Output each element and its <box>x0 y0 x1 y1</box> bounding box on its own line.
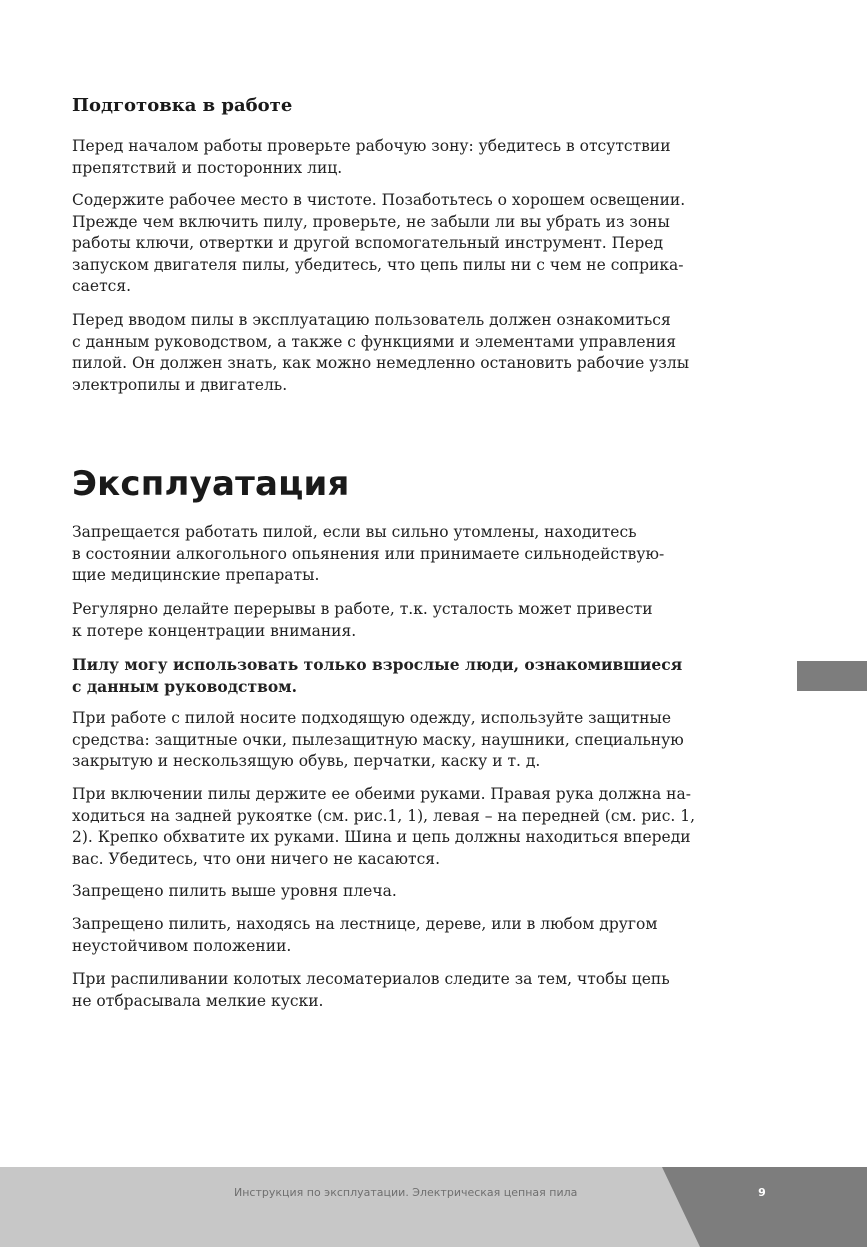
text-line: Перед началом работы проверьте рабочую зону: убедитесь в отсутствии <box>72 137 671 155</box>
ops-paragraph-8 <box>72 969 670 1012</box>
text-line: электропилы и двигатель. <box>72 375 288 394</box>
prep-paragraph-1 <box>72 136 671 179</box>
text-line: не отбрасывала мелкие куски. <box>72 991 324 1010</box>
text-line: Перед вводом пилы в эксплуатацию пользователь должен ознакомиться <box>72 311 671 329</box>
text-line: неустойчивом положении. <box>72 936 292 955</box>
text-line: Прежде чем включить пилу, проверьте, не забыли ли вы убрать из зоны <box>72 212 670 231</box>
text-line: закрытую и нескользящую обувь, перчатки, каску и т. д. <box>72 752 541 771</box>
text-line: 2). Крепко обхватите их руками. Шина и цепь должны находиться впереди <box>72 828 691 847</box>
ops-paragraph-2 <box>72 599 653 642</box>
text-line: Запрещено пилить выше уровня плеча. <box>72 882 397 900</box>
text-line: При включении пилы держите ее обеими руками. Правая рука должна на- <box>72 785 691 803</box>
text-line: При распиливании колотых лесоматериалов следите за тем, чтобы цепь <box>72 970 670 988</box>
ops-paragraph-7 <box>72 914 657 957</box>
ops-paragraph-4 <box>72 708 684 773</box>
text-line: пилой. Он должен знать, как можно немедленно остановить рабочие узлы <box>72 354 690 373</box>
text-line: средства: защитные очки, пылезащитную маску, наушники, специальную <box>72 730 684 749</box>
text-line: запуском двигателя пилы, убедитесь, что цепь пилы ни с чем не соприка- <box>72 255 684 274</box>
text-line: работы ключи, отвертки и другой вспомогательный инструмент. Перед <box>72 234 663 253</box>
text-line: сается. <box>72 277 132 296</box>
prep-paragraph-2 <box>72 190 685 298</box>
text-line: Пилу могу использовать только взрослые люди, ознакомившиеся <box>72 655 683 674</box>
text-line: Запрещено пилить, находясь на лестнице, дереве, или в любом другом <box>72 915 658 933</box>
ops-paragraph-3-bold <box>72 654 682 697</box>
text-line: При работе с пилой носите подходящую одежду, используйте защитные <box>72 709 672 727</box>
text-line: препятствий и посторонних лиц. <box>72 158 343 177</box>
prep-paragraph-3 <box>72 310 689 396</box>
ops-paragraph-1 <box>72 522 664 587</box>
text-line: ходиться на задней рукоятке (см. рис.1, 1), левая – на передней (см. рис. 1, <box>72 806 696 825</box>
section-ops-title: Эксплуатация <box>72 464 350 504</box>
text-line: Содержите рабочее место в чистоте. Позаботьтесь о хорошем освещении. <box>72 191 686 209</box>
page-number: 9 <box>758 1186 766 1199</box>
text-line: Регулярно делайте перерывы в работе, т.к. усталость может привести <box>72 600 653 618</box>
text-line: к потере концентрации внимания. <box>72 621 357 640</box>
footer-caption: Инструкция по эксплуатации. Электрическая цепная пила <box>234 1186 578 1199</box>
text-line: вас. Убедитесь, что они ничего не касаются. <box>72 849 441 868</box>
ops-paragraph-6 <box>72 881 397 903</box>
text-line: с данным руководством. <box>72 676 298 696</box>
text-line: Запрещается работать пилой, если вы сильно утомлены, находитесь <box>72 523 637 541</box>
text-line: щие медицинские препараты. <box>72 566 320 585</box>
text-line: с данным руководством, а также с функциями и элементами управления <box>72 332 677 351</box>
ops-paragraph-5 <box>72 784 695 870</box>
footer-page-number-panel <box>662 1167 867 1247</box>
section-prep-title: Подготовка в работе <box>72 95 293 116</box>
section-side-tab <box>797 661 867 691</box>
text-line: в состоянии алкогольного опьянения или принимаете сильнодействую- <box>72 544 665 563</box>
